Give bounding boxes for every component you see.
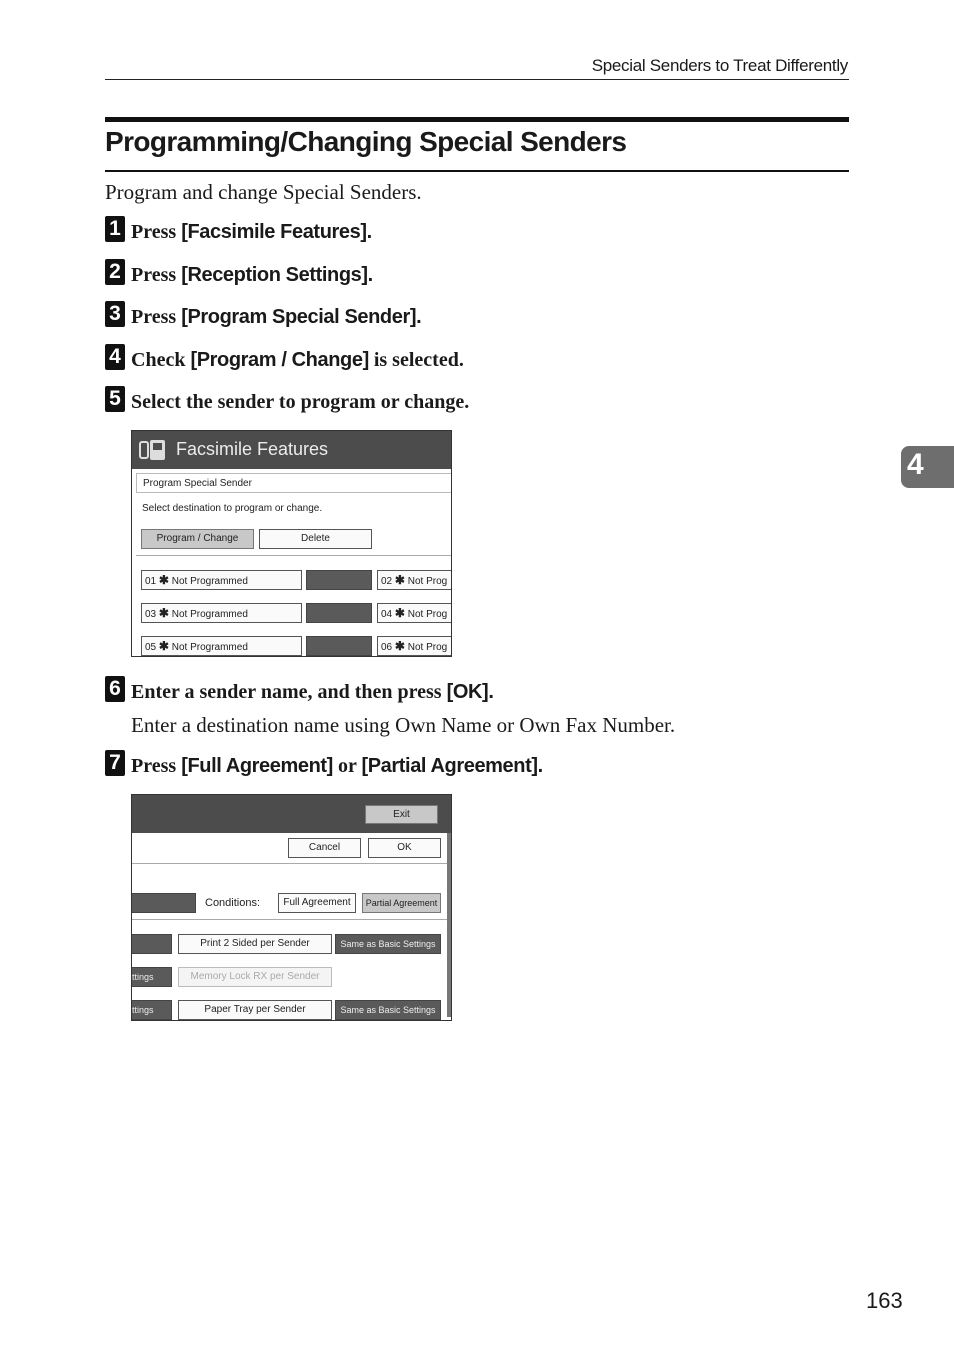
sender-entry-blank[interactable] <box>306 603 372 623</box>
sender-entry-06[interactable]: 06 ✱ Not Prog <box>377 636 452 656</box>
page-number: 163 <box>866 1288 903 1313</box>
sender-entry-01[interactable]: 01 ✱ Not Programmed <box>141 570 302 590</box>
step-number-badge: 2 <box>105 259 125 285</box>
breadcrumb-box <box>136 473 451 493</box>
step-text: Enter a sender name, and then press [OK]. <box>131 681 494 703</box>
step-number-badge: 6 <box>105 676 125 702</box>
partial-agreement-button[interactable]: Partial Agreement <box>362 893 441 913</box>
same-as-basic-button[interactable]: Same as Basic Settings <box>335 1000 441 1020</box>
asterisk-icon: ✱ <box>158 606 169 620</box>
setting-field[interactable] <box>131 934 172 954</box>
screen-titlebar <box>132 795 451 833</box>
step-number-badge: 4 <box>105 344 125 370</box>
chapter-tab <box>901 446 954 488</box>
asterisk-icon: ✱ <box>158 639 169 653</box>
step-text: Press [Facsimile Features]. <box>131 221 372 243</box>
screenshot-agreement-conditions <box>131 794 452 1021</box>
delete-tab[interactable]: Delete <box>259 529 372 549</box>
exit-button[interactable]: Exit <box>365 805 438 824</box>
screenshot-program-special-sender <box>131 430 452 657</box>
asterisk-icon: ✱ <box>394 606 405 620</box>
divider <box>136 555 451 556</box>
running-header: Special Senders to Treat Differently <box>591 56 848 75</box>
full-agreement-button[interactable]: Full Agreement <box>278 893 356 913</box>
key-label: [Facsimile Features] <box>181 221 367 243</box>
sender-entry-04[interactable]: 04 ✱ Not Prog <box>377 603 452 623</box>
step-text: Press [Program Special Sender]. <box>131 306 422 328</box>
key-label: [Partial Agreement] <box>361 755 538 777</box>
paper-tray-button[interactable]: Paper Tray per Sender <box>178 1000 332 1020</box>
title-rule-top <box>105 117 849 122</box>
print-2-sided-button[interactable]: Print 2 Sided per Sender <box>178 934 332 954</box>
sender-entry-blank[interactable] <box>306 636 372 656</box>
conditions-label: Conditions: <box>205 897 261 909</box>
section-title: Programming/Changing Special Senders <box>105 126 627 157</box>
same-as-basic-button[interactable]: Same as Basic Settings <box>335 934 441 954</box>
asterisk-icon: ✱ <box>158 573 169 587</box>
divider <box>132 919 447 920</box>
header-rule <box>105 79 849 80</box>
sender-entry-03[interactable]: 03 ✱ Not Programmed <box>141 603 302 623</box>
key-label: [Program / Change] <box>190 349 369 371</box>
step-number-badge: 1 <box>105 216 125 242</box>
screen-body <box>132 833 451 1017</box>
screen-title: Facsimile Features <box>176 439 329 459</box>
sender-entry-02[interactable]: 02 ✱ Not Prog <box>377 570 452 590</box>
sender-entry-05[interactable]: 05 ✱ Not Programmed <box>141 636 302 656</box>
step-6-note: Enter a destination name using Own Name or Own Fax Number. <box>131 713 676 737</box>
screen-titlebar <box>132 431 451 469</box>
divider <box>132 863 447 864</box>
ok-button[interactable]: OK <box>368 838 441 858</box>
key-label: [Full Agreement] <box>181 755 333 777</box>
step-number-badge: 5 <box>105 386 125 412</box>
intro-text: Program and change Special Senders. <box>105 180 422 204</box>
step-text: Check [Program / Change] is selected. <box>131 349 464 371</box>
asterisk-icon: ✱ <box>394 573 405 587</box>
step-text: Select the sender to program or change. <box>131 391 470 413</box>
program-change-tab[interactable]: Program / Change <box>141 529 254 549</box>
memory-lock-button: Memory Lock RX per Sender <box>178 967 332 987</box>
step-text: Press [Reception Settings]. <box>131 264 373 286</box>
step-text: Press [Full Agreement] or [Partial Agreement]. <box>131 755 543 777</box>
instruction-text: Select destination to program or change. <box>142 503 323 514</box>
chapter-number: 4 <box>907 448 924 481</box>
asterisk-icon: ✱ <box>394 639 405 653</box>
settings-field[interactable]: ttings <box>131 967 172 987</box>
sender-entry-blank[interactable] <box>306 570 372 590</box>
key-label: [Reception Settings] <box>181 264 368 286</box>
step-number-badge: 7 <box>105 750 125 776</box>
cancel-button[interactable]: Cancel <box>288 838 361 858</box>
settings-field[interactable]: ttings <box>131 1000 172 1020</box>
step-number-badge: 3 <box>105 301 125 327</box>
condition-field[interactable] <box>131 893 196 913</box>
key-label: [Program Special Sender] <box>181 306 417 328</box>
title-rule-bottom <box>105 170 849 172</box>
breadcrumb: Program Special Sender <box>143 478 252 489</box>
key-label: [OK] <box>446 681 489 703</box>
fax-icon <box>139 438 167 462</box>
